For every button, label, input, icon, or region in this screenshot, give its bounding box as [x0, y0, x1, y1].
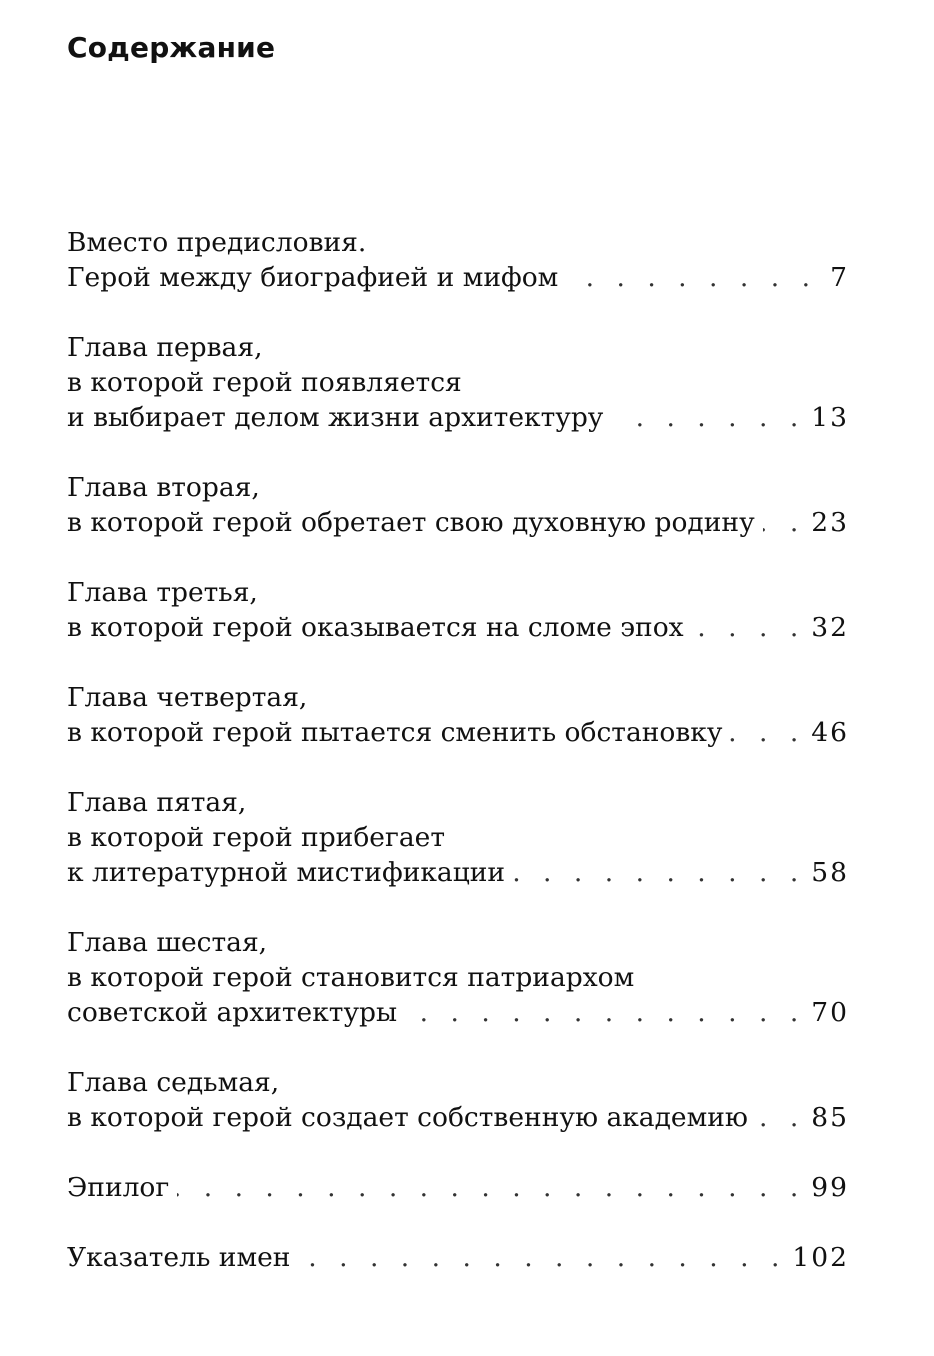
toc-entry-title-line: Глава третья,	[67, 577, 258, 608]
page-title: Содержание	[67, 31, 276, 64]
dot-leader	[298, 1240, 786, 1275]
toc-entry-title-line: в которой герой оказывается на сломе эпох	[67, 612, 684, 643]
toc-entry	[67, 1170, 849, 1205]
toc-entry-last-line	[67, 610, 849, 645]
toc-entry-title-line: Глава пятая,	[67, 787, 247, 818]
toc-entry	[67, 470, 849, 540]
toc-entry-last-line	[67, 260, 849, 295]
toc-entry-title-line: и выбирает делом жизни архитектуру	[67, 402, 604, 433]
toc-entry-title-line: Глава седьмая,	[67, 1067, 280, 1098]
toc-entry-title-line: к литературной мистификации	[67, 857, 506, 888]
toc-entry-last-line	[67, 1100, 849, 1135]
table-of-contents	[67, 225, 849, 1275]
dot-leader	[177, 1170, 805, 1205]
toc-entry	[67, 575, 849, 645]
toc-page-number: 99	[811, 1172, 849, 1203]
toc-entry-title-line: Герой между биографией и мифом	[67, 262, 559, 293]
toc-entry-last-line	[67, 715, 849, 750]
toc-entry-title-line: в которой герой появляется	[67, 367, 462, 398]
toc-entry-last-line	[67, 1170, 849, 1205]
dot-leader	[405, 995, 805, 1030]
toc-entry-last-line	[67, 400, 849, 435]
toc-entry-last-line	[67, 855, 849, 890]
toc-entry	[67, 680, 849, 750]
dot-leader	[756, 1100, 805, 1135]
toc-entry-title-line: в которой герой обретает свою духовную родину	[67, 507, 755, 538]
toc-entry-title-line: в которой герой прибегает	[67, 822, 446, 853]
toc-entry-title-line: Глава первая,	[67, 332, 263, 363]
toc-page-number: 23	[811, 507, 849, 538]
toc-page-number: 7	[830, 262, 849, 293]
toc-entry-title-line: Глава вторая,	[67, 472, 260, 503]
toc-entry-title-line: в которой герой создает собственную академию	[67, 1102, 748, 1133]
toc-entry	[67, 925, 849, 1030]
toc-page-number: 70	[811, 997, 849, 1028]
toc-entry	[67, 1240, 849, 1275]
toc-entry-title-line: Указатель имен	[67, 1242, 291, 1273]
toc-entry	[67, 785, 849, 890]
toc-entry-title-line: Эпилог	[67, 1172, 170, 1203]
dot-leader	[730, 715, 805, 750]
toc-page-number: 46	[811, 717, 849, 748]
toc-page-number: 102	[792, 1242, 849, 1273]
dot-leader	[566, 260, 817, 295]
toc-page-number: 58	[811, 857, 849, 888]
toc-page-number: 32	[811, 612, 849, 643]
toc-entry-last-line	[67, 1240, 849, 1275]
toc-entry	[67, 330, 849, 435]
toc-entry-title-line: советской архитектуры	[67, 997, 398, 1028]
toc-entry-last-line	[67, 505, 849, 540]
toc-entry-title-line: Глава шестая,	[67, 927, 268, 958]
toc-entry	[67, 1065, 849, 1135]
toc-entry-title-line: Глава четвертая,	[67, 682, 308, 713]
toc-entry-title-line: в которой герой становится патриархом	[67, 962, 635, 993]
toc-entry-title-line: в которой герой пытается сменить обстановку	[67, 717, 723, 748]
toc-page-number: 85	[811, 1102, 849, 1133]
toc-page-number: 13	[811, 402, 849, 433]
toc-entry	[67, 225, 849, 295]
toc-entry-last-line	[67, 995, 849, 1030]
dot-leader	[513, 855, 805, 890]
dot-leader	[611, 400, 805, 435]
dot-leader	[692, 610, 806, 645]
toc-entry-title-line: Вместо предисловия.	[67, 227, 367, 258]
dot-leader	[763, 505, 806, 540]
